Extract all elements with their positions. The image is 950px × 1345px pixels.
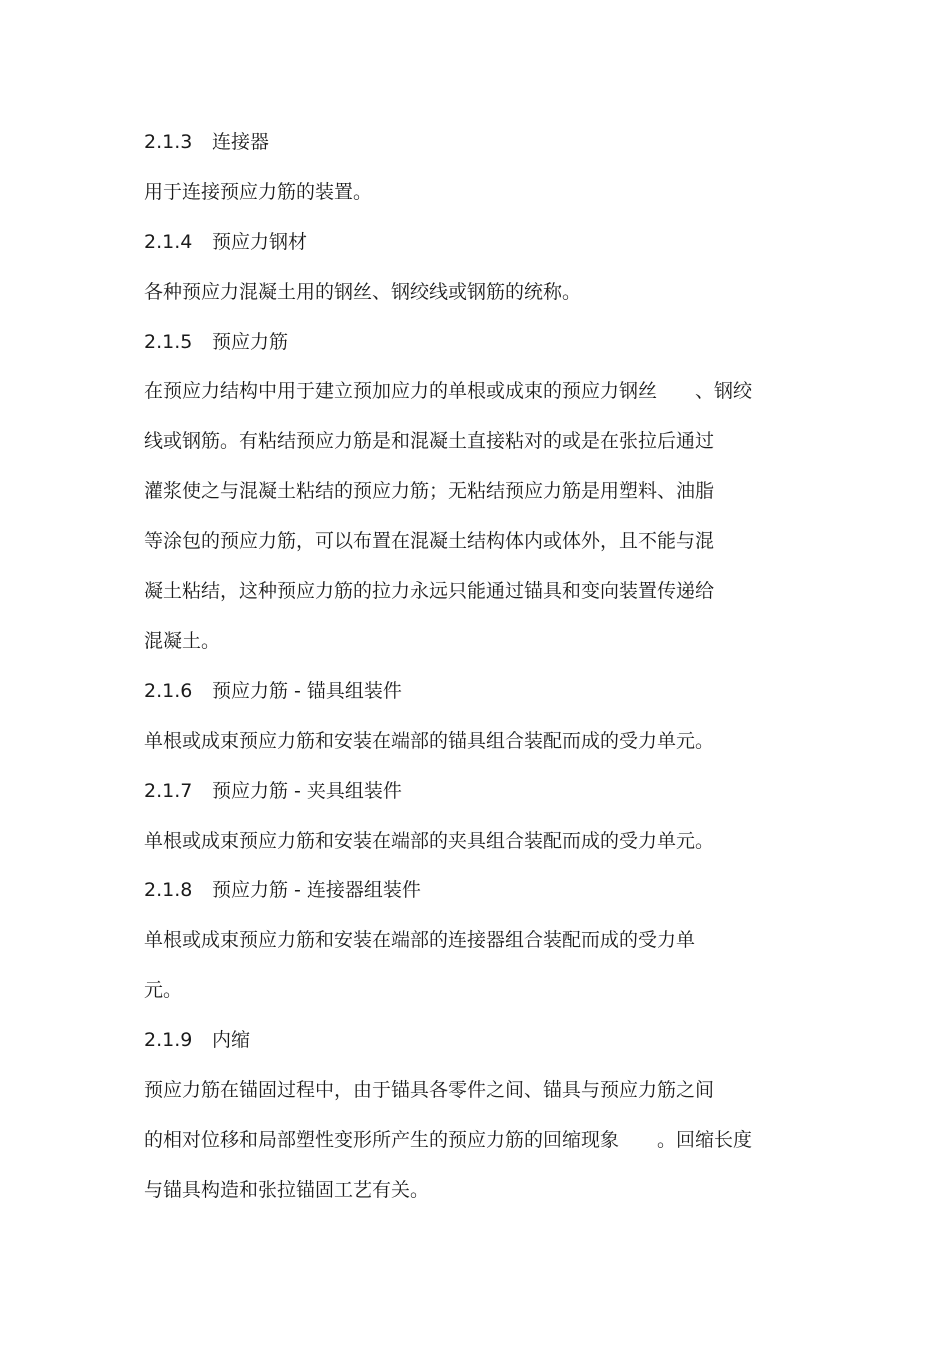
body-line: 单根或成束预应力筋和安装在端部的夹具组合装配而成的受力单元。 — [144, 830, 715, 852]
section-title: 连接器 — [212, 131, 270, 153]
section-title: 预应力筋 - 夹具组装件 — [212, 780, 402, 802]
section-number: 2.1.9 — [144, 1029, 193, 1051]
body-line: 的相对位移和局部塑性变形所产生的预应力筋的回缩现象 。回缩长度 — [144, 1129, 753, 1151]
body-line: 等涂包的预应力筋，可以布置在混凝土结构体内或体外，且不能与混 — [144, 530, 715, 552]
section-heading — [144, 130, 269, 154]
body-line: 灌浆使之与混凝土粘结的预应力筋；无粘结预应力筋是用塑料、油脂 — [144, 480, 715, 502]
section-title: 内缩 — [212, 1029, 251, 1051]
body-line: 凝土粘结，这种预应力筋的拉力永远只能通过锚具和变向装置传递给 — [144, 580, 715, 602]
body-line: 混凝土。 — [144, 630, 221, 652]
section-heading — [144, 330, 288, 354]
section-number: 2.1.6 — [144, 680, 193, 702]
section-heading — [144, 779, 402, 803]
body-line: 用于连接预应力筋的装置。 — [144, 181, 373, 203]
section-title: 预应力筋 — [212, 331, 289, 353]
body-line: 单根或成束预应力筋和安装在端部的锚具组合装配而成的受力单元。 — [144, 730, 715, 752]
section-title: 预应力钢材 — [212, 231, 308, 253]
section-title: 预应力筋 - 连接器组装件 — [212, 879, 421, 901]
section-heading — [144, 679, 402, 703]
section-number: 2.1.8 — [144, 879, 193, 901]
section-number: 2.1.5 — [144, 331, 193, 353]
section-title: 预应力筋 - 锚具组装件 — [212, 680, 402, 702]
section-heading — [144, 878, 421, 902]
section-heading — [144, 230, 307, 254]
section-number: 2.1.4 — [144, 231, 193, 253]
body-line: 与锚具构造和张拉锚固工艺有关。 — [144, 1179, 430, 1201]
body-line: 单根或成束预应力筋和安装在端部的连接器组合装配而成的受力单 — [144, 929, 696, 951]
body-line: 线或钢筋。有粘结预应力筋是和混凝土直接粘对的或是在张拉后通过 — [144, 430, 715, 452]
section-number: 2.1.7 — [144, 780, 193, 802]
body-line: 元。 — [144, 979, 183, 1001]
body-line: 在预应力结构中用于建立预加应力的单根或成束的预应力钢丝 、钢绞 — [144, 380, 753, 402]
section-heading — [144, 1028, 250, 1052]
body-line: 各种预应力混凝土用的钢丝、钢绞线或钢筋的统称。 — [144, 281, 582, 303]
section-number: 2.1.3 — [144, 131, 193, 153]
body-line: 预应力筋在锚固过程中，由于锚具各零件之间、锚具与预应力筋之间 — [144, 1079, 715, 1101]
